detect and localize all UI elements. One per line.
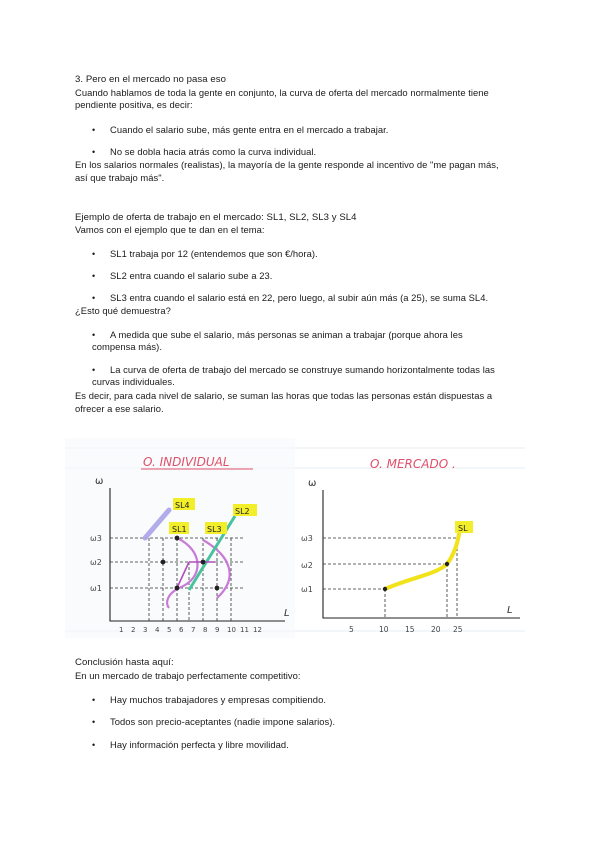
sl1-label: SL1 <box>172 525 187 534</box>
sl3-label: SL3 <box>207 525 222 534</box>
list-item: SL2 entra cuando el salario sube a 23. <box>110 270 273 281</box>
left-x-tick: 4 <box>155 626 160 634</box>
left-x-tick: 3 <box>143 626 148 634</box>
list-item: SL3 entra cuando el salario está en 22, pero luego, al subir aún más (a 25), se suma SL4. <box>110 292 489 303</box>
left-x-tick: 9 <box>215 626 220 634</box>
bullet-marker: • <box>92 330 96 340</box>
right-x-axis-label: L <box>507 605 513 616</box>
list-item: No se dobla hacia atrás como la curva individual. <box>110 146 317 157</box>
right-x-tick: 5 <box>349 625 354 634</box>
question-line: ¿Esto qué demuestra? <box>75 305 171 316</box>
market-curve-label: SL <box>458 524 468 533</box>
right-y-axis-label: ω <box>308 478 317 489</box>
list-item: Cuando el salario sube, más gente entra en el mercado a trabajar. <box>110 124 389 135</box>
list-item: Hay información perfecta y libre movilidad. <box>110 739 289 750</box>
left-y-tick: ω2 <box>90 558 102 567</box>
right-y-tick: ω2 <box>301 561 313 570</box>
left-graph-title: O. INDIVIDUAL <box>143 455 230 469</box>
right-graph-title: O. MERCADO . <box>370 457 456 471</box>
right-x-ticks <box>349 625 463 634</box>
left-x-tick: 5 <box>167 626 172 634</box>
left-x-axis-label: L <box>284 608 290 619</box>
right-x-tick: 10 <box>379 625 389 634</box>
section-title-market: 3. Pero en el mercado no pasa eso <box>75 74 226 85</box>
bullet-marker: • <box>92 293 96 303</box>
left-x-tick: 6 <box>179 626 184 634</box>
left-x-tick: 11 <box>240 626 249 634</box>
paragraph-line: pendiente positiva, es decir: <box>75 99 193 110</box>
left-x-tick: 1 <box>119 626 124 634</box>
bullet-marker: • <box>92 717 96 727</box>
list-item: Hay muchos trabajadores y empresas compitiendo. <box>110 694 326 705</box>
sl2-label: SL2 <box>235 507 250 516</box>
left-x-tick: 10 <box>227 626 236 634</box>
left-x-tick: 12 <box>253 626 262 634</box>
bullet-marker: • <box>92 271 96 281</box>
bullet-marker: • <box>92 249 96 259</box>
left-y-tick: ω1 <box>90 584 102 593</box>
bullet-marker: • <box>92 365 96 375</box>
right-y-tick: ω1 <box>301 585 313 594</box>
market-supply-curve <box>385 534 459 589</box>
list-item: SL1 trabaja por 12 (entendemos que son €/hora). <box>110 248 318 259</box>
list-item-continuation: compensa más). <box>92 341 162 352</box>
list-item: A medida que sube el salario, más personas se animan a trabajar (porque ahora les <box>110 329 463 340</box>
section-title-example: Ejemplo de oferta de trabajo en el mercado: SL1, SL2, SL3 y SL4 <box>75 212 357 223</box>
sl4-label: SL4 <box>175 501 190 510</box>
paragraph-line: En un mercado de trabajo perfectamente competitivo: <box>75 670 301 681</box>
right-axes <box>323 490 520 618</box>
right-guides <box>323 538 457 618</box>
list-item-continuation: curvas individuales. <box>92 376 175 387</box>
bullet-marker: • <box>92 125 96 135</box>
bullet-marker: • <box>92 147 96 157</box>
left-y-axis-label: ω <box>95 476 104 487</box>
paragraph-line: ofrecer a ese salario. <box>75 403 164 414</box>
bullet-marker: • <box>92 695 96 705</box>
paragraph-line: Es decir, para cada nivel de salario, se suman las horas que todas las personas están dispuestas a <box>75 390 493 401</box>
paragraph-line: En los salarios normales (realistas), la mayoría de la gente responde al incentivo de "me pagan más, <box>75 159 499 170</box>
right-x-tick: 15 <box>405 625 415 634</box>
right-x-tick: 20 <box>431 625 441 634</box>
right-y-tick: ω3 <box>301 534 313 543</box>
bullet-marker: • <box>92 740 96 750</box>
paragraph-line: así que trabajo más". <box>75 172 165 183</box>
left-y-tick: ω3 <box>90 534 102 543</box>
list-item: La curva de oferta de trabajo del mercado se construye sumando horizontalmente todas las <box>110 364 495 375</box>
left-x-tick: 2 <box>131 626 136 634</box>
paragraph-line: Vamos con el ejemplo que te dan en el tema: <box>75 224 265 235</box>
list-item: Todos son precio-aceptantes (nadie impone salarios). <box>110 716 336 727</box>
right-x-tick: 25 <box>453 625 463 634</box>
left-x-tick: 7 <box>191 626 196 634</box>
section-title-conclusion: Conclusión hasta aquí: <box>75 657 174 668</box>
left-x-tick: 8 <box>203 626 208 634</box>
paragraph-line: Cuando hablamos de toda la gente en conjunto, la curva de oferta del mercado normalmente tiene <box>75 87 489 98</box>
supply-curves-figure <box>65 438 525 638</box>
